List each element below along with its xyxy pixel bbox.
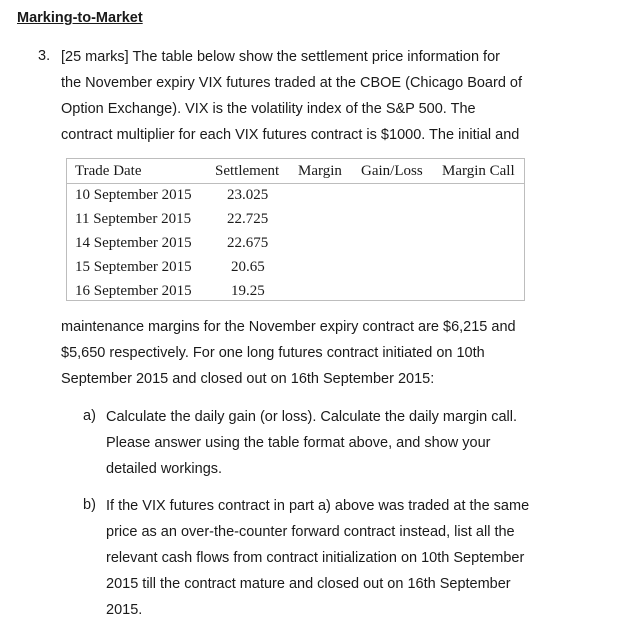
part-b-line: 2015. [106,602,143,618]
row-date: 14 September 2015 [75,235,192,251]
question-intro [61,44,522,148]
intro-line: contract multiplier for each VIX futures contract is $1000. The initial and [61,127,520,143]
intro-line: [25 marks] The table below show the settlement price information for [61,49,500,65]
row-date: 11 September 2015 [75,211,192,227]
section-title: Marking-to-Market [17,10,143,26]
header-trade-date: Trade Date [75,163,142,179]
intro-line: the November expiry VIX futures traded at the CBOE (Chicago Board of [61,75,523,91]
row-date: 15 September 2015 [75,259,192,275]
part-a-line: Please answer using the table format above, and show your [106,435,491,451]
row-settlement: 20.65 [231,259,265,275]
row-date: 16 September 2015 [75,283,192,299]
part-a-line: Calculate the daily gain (or loss). Calculate the daily margin call. [106,409,518,425]
header-margin-call: Margin Call [442,163,515,179]
header-settlement: Settlement [215,163,280,179]
row-settlement: 22.725 [227,211,269,227]
part-b-line: If the VIX futures contract in part a) above was traded at the same [106,498,530,514]
part-a-line: detailed workings. [106,461,223,477]
part-a-label: a) [83,408,96,424]
part-a-text [106,404,517,482]
question-followup [61,314,516,392]
question-number: 3. [38,48,51,64]
part-b-text [106,493,529,623]
part-b-label: b) [83,497,96,513]
header-margin: Margin [298,163,342,179]
followup-line: maintenance margins for the November expiry contract are $6,215 and [61,319,516,335]
settlement-table [66,158,525,301]
part-b-line: relevant cash flows from contract initialization on 10th September [106,550,525,566]
row-date: 10 September 2015 [75,187,192,203]
part-b-line: 2015 till the contract mature and closed out on 16th September [106,576,511,592]
row-settlement: 22.675 [227,235,269,251]
row-settlement: 23.025 [227,187,269,203]
row-settlement: 19.25 [231,283,265,299]
followup-line: $5,650 respectively. For one long futures contract initiated on 10th [61,345,485,361]
intro-line: Option Exchange). VIX is the volatility index of the S&P 500. The [61,101,476,117]
header-gain-loss: Gain/Loss [361,163,423,179]
followup-line: September 2015 and closed out on 16th September 2015: [61,371,435,387]
header-divider [67,183,524,184]
part-b-line: price as an over-the-counter forward contract instead, list all the [106,524,515,540]
